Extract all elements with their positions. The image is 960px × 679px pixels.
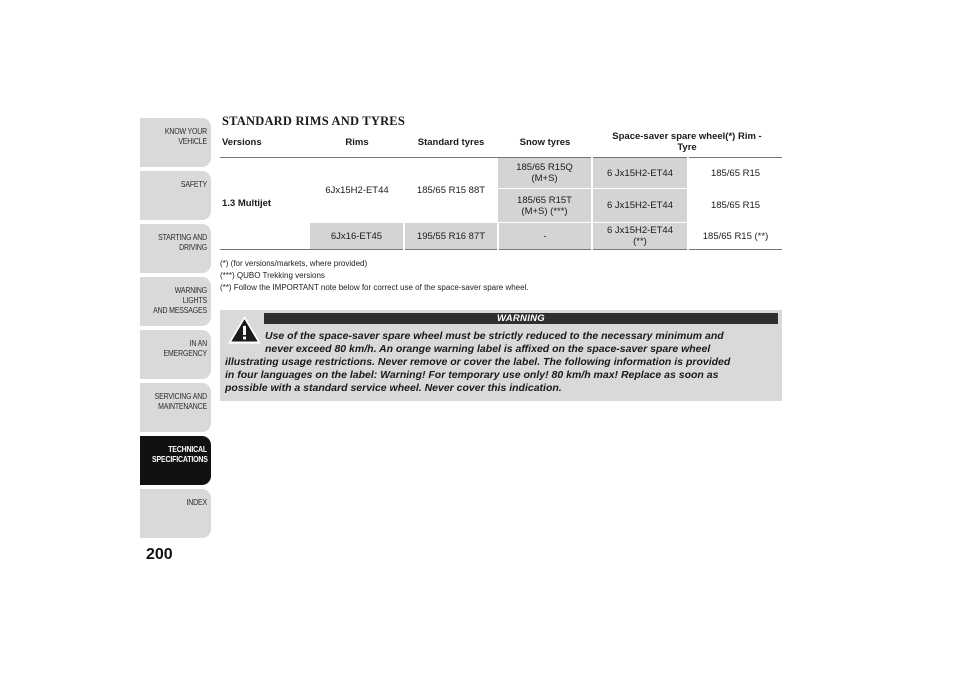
spare-tyre-cell: 185/65 R15 bbox=[688, 189, 782, 223]
warning-line: Use of the space-saver spare wheel must be strictly reduced to the necessary minimum and bbox=[265, 330, 724, 342]
section-title: STANDARD RIMS AND TYRES bbox=[222, 114, 405, 128]
header-spare-line1: Space-saver spare wheel(*) Rim - bbox=[612, 131, 762, 142]
table-header-row bbox=[220, 127, 782, 158]
tab-label: SPECIFICATIONS bbox=[152, 454, 208, 464]
header-spare-wheel bbox=[592, 127, 782, 158]
tab-servicing-and-maintenance[interactable] bbox=[140, 383, 211, 432]
snow-tyre-line2: (M+S) bbox=[531, 173, 558, 184]
snow-tyre-cell bbox=[498, 158, 592, 189]
warning-line: never exceed 80 km/h. An orange warning label is affixed on the space-saver spare wheel bbox=[265, 343, 711, 355]
rim-cell: 6Jx15H2-ET44 bbox=[325, 184, 389, 196]
tab-know-your-vehicle[interactable] bbox=[140, 118, 211, 167]
tab-label: MAINTENANCE bbox=[158, 401, 207, 411]
header-standard-tyres: Standard tyres bbox=[404, 127, 498, 158]
rims-tyres-table bbox=[220, 127, 782, 250]
tab-label: SERVICING AND bbox=[154, 391, 207, 401]
tab-label: VEHICLE bbox=[178, 136, 207, 146]
warning-line: possible with a standard service wheel. Never cover this indication. bbox=[225, 382, 562, 394]
tab-label: AND MESSAGES bbox=[153, 305, 207, 315]
footnote: (***) QUBO Trekking versions bbox=[220, 271, 325, 280]
tab-label: DRIVING bbox=[179, 242, 207, 252]
tab-label: TECHNICAL bbox=[168, 444, 207, 454]
warning-box bbox=[220, 310, 782, 401]
header-snow-tyres: Snow tyres bbox=[498, 127, 592, 158]
tab-label: STARTING AND bbox=[158, 232, 207, 242]
spare-tyre-cell: 185/65 R15 (**) bbox=[688, 223, 782, 250]
spare-rim-cell: 6 Jx15H2-ET44 bbox=[592, 158, 688, 189]
tab-label: IN AN EMERGENCY bbox=[163, 338, 207, 358]
tab-index[interactable] bbox=[140, 489, 211, 538]
header-spare-line2: Tyre bbox=[677, 142, 697, 153]
footnote: (**) Follow the IMPORTANT note below for correct use of the space-saver spare wheel. bbox=[220, 283, 529, 292]
spare-tyre-cell: 185/65 R15 bbox=[688, 158, 782, 189]
rim-cell: 6Jx16-ET45 bbox=[310, 223, 404, 250]
spare-rim-cell: 6 Jx15H2-ET44 bbox=[592, 189, 688, 223]
page-number: 200 bbox=[146, 546, 173, 563]
spare-rim-line1: 6 Jx15H2-ET44 bbox=[606, 225, 673, 236]
warning-line: illustrating usage restrictions. Never remove or cover the label. The following information is provided bbox=[225, 356, 731, 368]
snow-tyre-cell bbox=[498, 189, 592, 223]
tab-label: KNOW YOUR bbox=[164, 126, 207, 136]
tab-starting-and-driving[interactable] bbox=[140, 224, 211, 273]
header-rims: Rims bbox=[310, 127, 404, 158]
spare-rim-cell bbox=[592, 223, 688, 250]
standard-tyre-cell: 195/55 R16 87T bbox=[404, 223, 498, 250]
snow-tyre-cell: - bbox=[498, 223, 592, 250]
snow-tyre-line1: 185/65 R15Q bbox=[516, 162, 573, 173]
warning-title: WARNING bbox=[264, 313, 778, 324]
warning-text bbox=[225, 330, 777, 395]
spare-rim-line2: (**) bbox=[633, 236, 647, 247]
footnote: (*) (for versions/markets, where provided) bbox=[220, 259, 368, 268]
version-cell: 1.3 Multijet bbox=[220, 158, 310, 250]
tab-label: INDEX bbox=[186, 497, 207, 507]
snow-tyre-line1: 185/65 R15T bbox=[517, 194, 572, 206]
chapter-tabs bbox=[140, 118, 211, 542]
header-versions: Versions bbox=[220, 127, 310, 158]
tab-label: WARNING LIGHTS bbox=[174, 285, 207, 305]
tab-in-an-emergency[interactable] bbox=[140, 330, 211, 379]
tab-label: SAFETY bbox=[180, 179, 207, 189]
standard-tyre-cell: 185/65 R15 88T bbox=[416, 184, 486, 196]
tab-warning-lights[interactable] bbox=[140, 277, 211, 326]
snow-tyre-line2: (M+S) (***) bbox=[521, 205, 568, 217]
table-row bbox=[220, 158, 782, 189]
tab-technical-specifications[interactable] bbox=[140, 436, 211, 485]
tab-safety[interactable] bbox=[140, 171, 211, 220]
warning-line: in four languages on the label: Warning! For temporary use only! 80 km/h max! Replace as soon as bbox=[225, 369, 719, 381]
footnotes bbox=[220, 258, 529, 294]
